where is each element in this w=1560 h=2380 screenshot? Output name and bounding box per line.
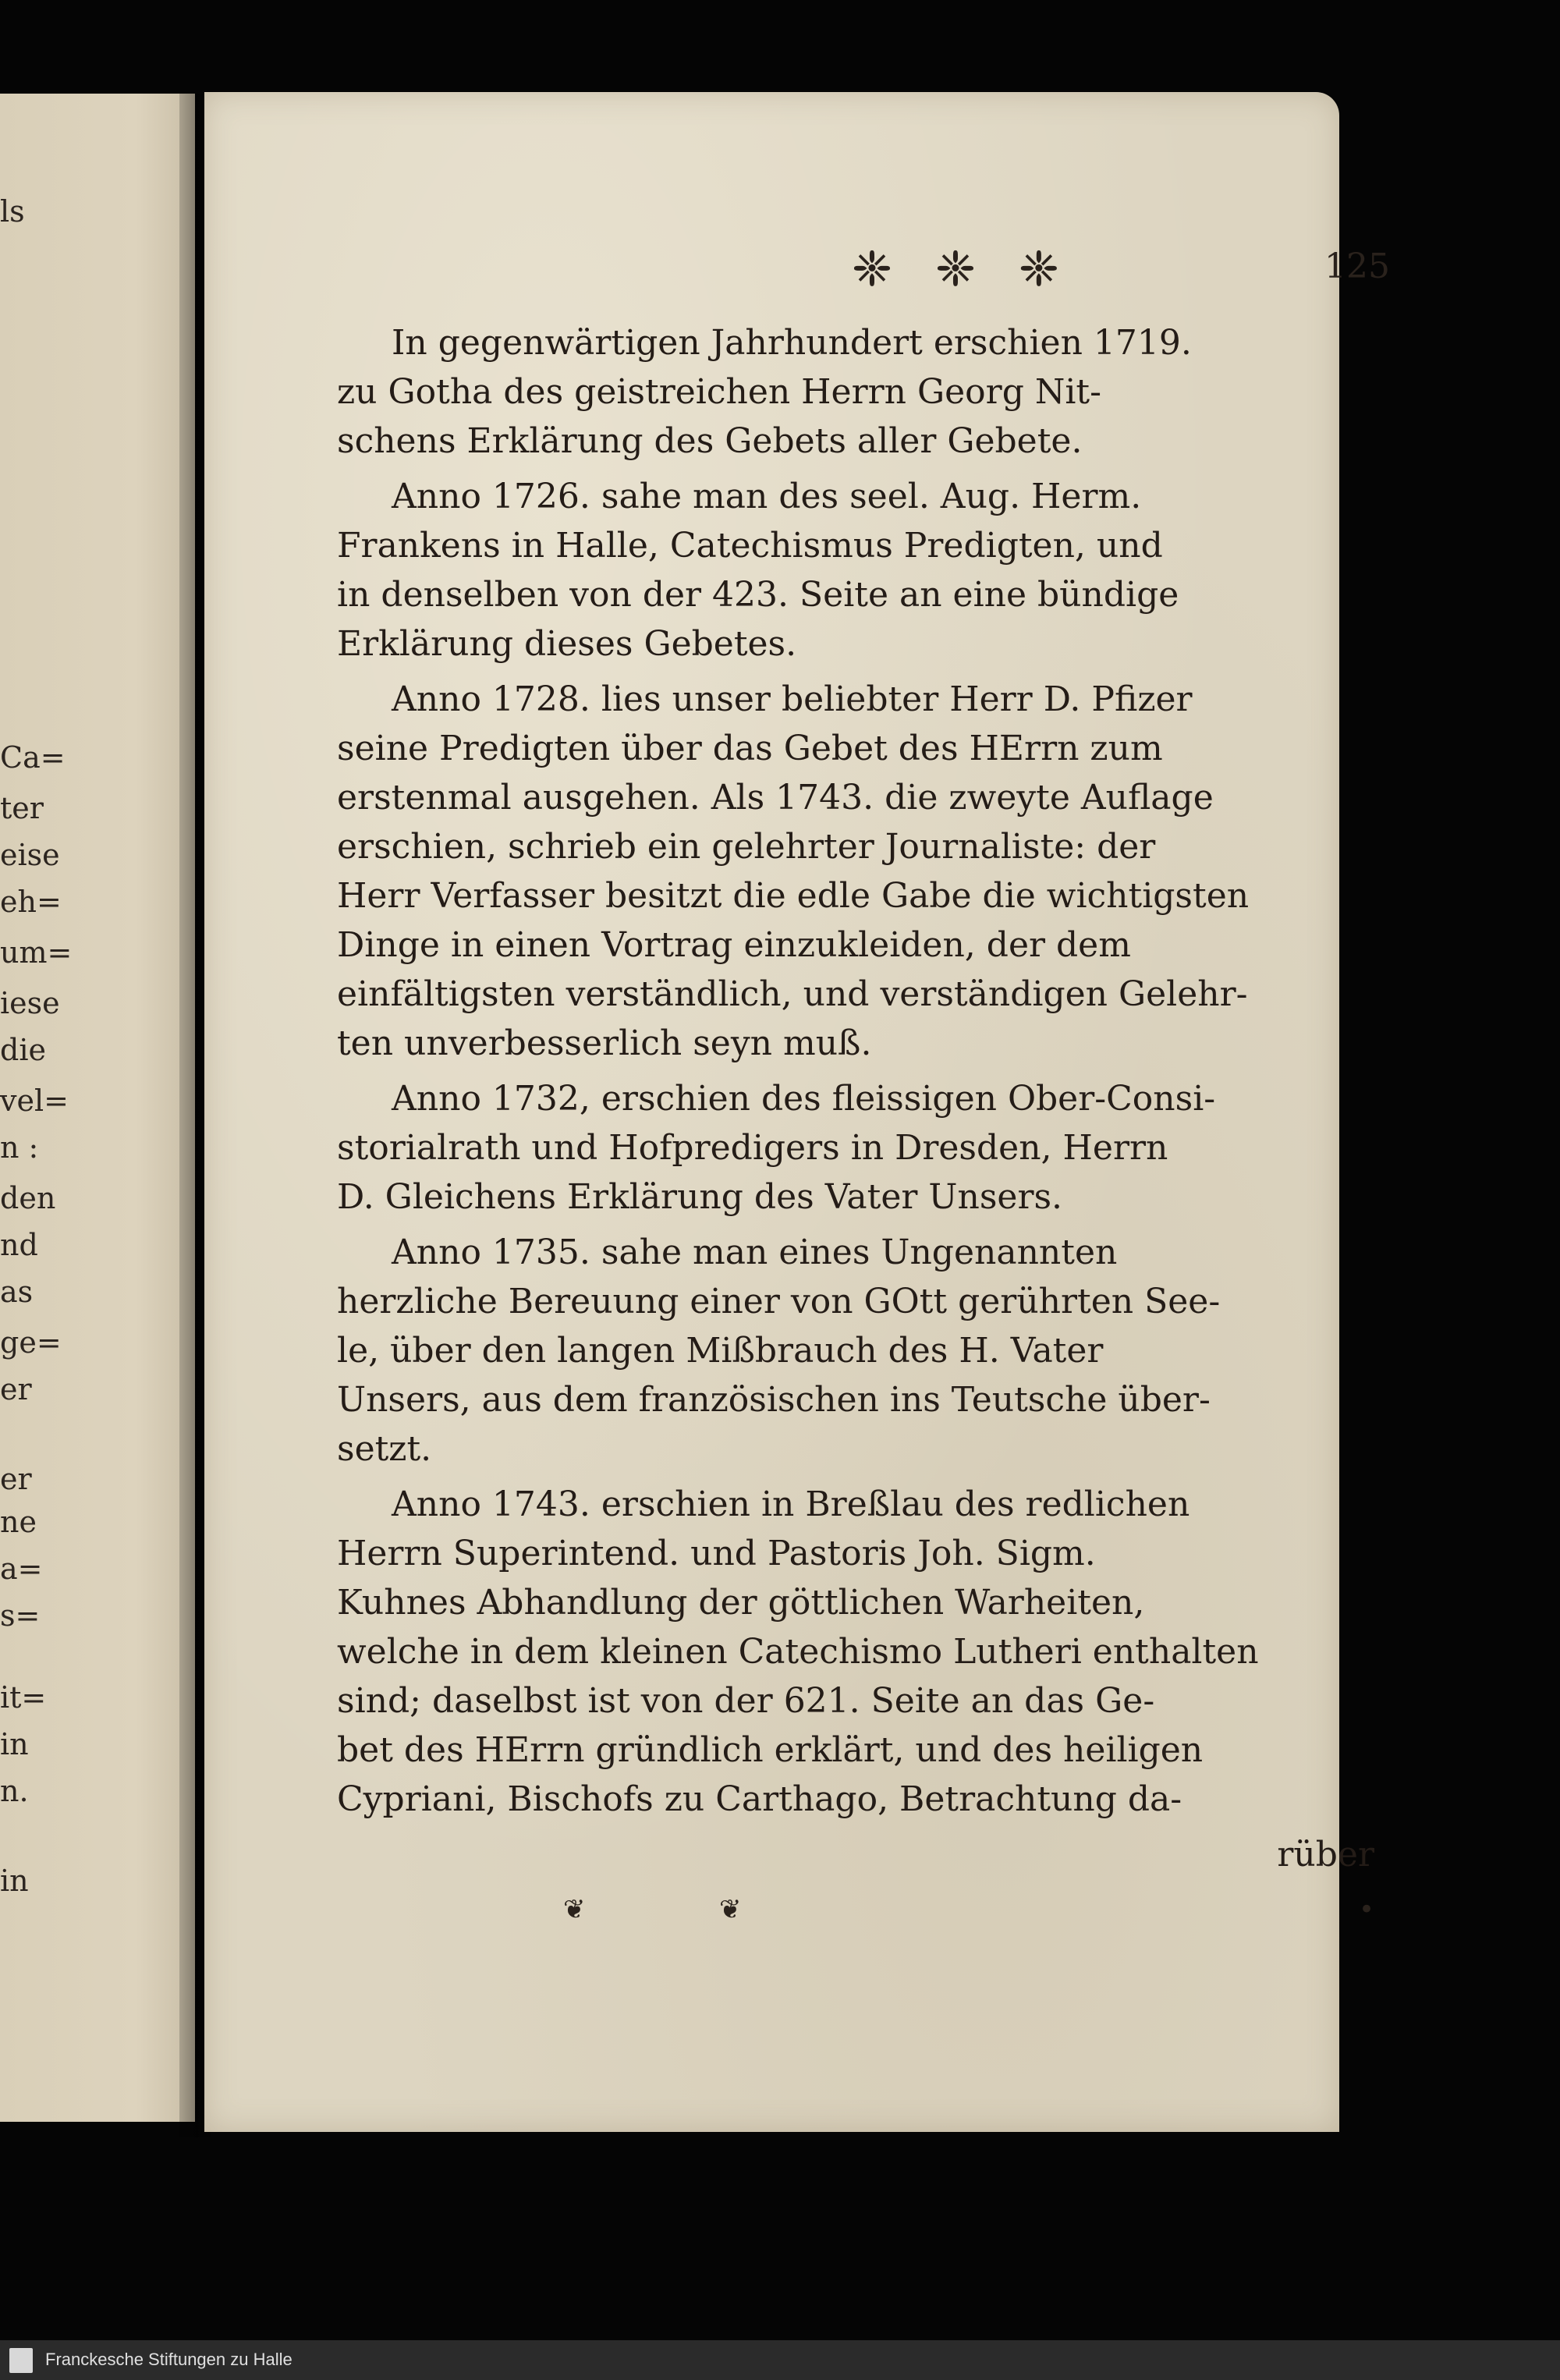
catchword: rüber	[1277, 1835, 1374, 1875]
document-page	[204, 92, 1390, 2132]
left-page-fragment: um=	[0, 935, 73, 970]
text-line: Anno 1735. sahe man eines Ungenannten	[392, 1233, 1118, 1272]
page-number: 125	[1324, 247, 1390, 286]
fleuron-icon: ❦	[563, 1894, 586, 1925]
left-page-fragment: die	[0, 1033, 46, 1067]
institution-logo-icon	[9, 2348, 33, 2373]
paragraph	[337, 318, 1374, 466]
page-header	[337, 240, 1390, 303]
text-line: In gegenwärtigen Jahrhundert erschien 1719.	[392, 323, 1192, 363]
paragraph	[337, 1074, 1374, 1222]
text-line: einfältigsten verständlich, und verständigen Gelehr-	[337, 974, 1248, 1014]
left-page-fragment: nd	[0, 1228, 38, 1262]
text-line: D. Gleichens Erklärung des Vater Unsers.	[337, 1177, 1063, 1217]
left-page-fragment: it=	[0, 1680, 47, 1715]
ornament-icon: ❈	[852, 240, 892, 297]
left-page-edge	[0, 94, 195, 2122]
paragraph	[337, 1228, 1374, 1474]
text-line: welche in dem kleinen Catechismo Lutheri enthalten	[337, 1632, 1259, 1672]
header-ornaments	[852, 240, 1059, 297]
left-page-fragment: eise	[0, 838, 60, 872]
text-line: Herr Verfasser besitzt die edle Gabe die wichtigsten	[337, 876, 1250, 916]
text-line: Herrn Superintend. und Pastoris Joh. Sigm.	[337, 1534, 1096, 1573]
text-line: Dinge in einen Vortrag einzukleiden, der dem	[337, 925, 1131, 965]
left-page-fragment: n.	[0, 1774, 29, 1808]
footer-credit: Franckesche Stiftungen zu Halle	[45, 2350, 292, 2369]
left-page-fragment: iese	[0, 986, 60, 1020]
text-line: Anno 1726. sahe man des seel. Aug. Herm.	[392, 477, 1142, 516]
left-page-fragment: s=	[0, 1598, 41, 1633]
left-page-fragment: er	[0, 1372, 32, 1406]
paragraph	[337, 1480, 1374, 1824]
paragraph	[337, 472, 1374, 669]
left-page-fragment: ne	[0, 1505, 37, 1539]
text-line: setzt.	[337, 1429, 432, 1469]
text-line: zu Gotha des geistreichen Herrn Georg Nit-	[337, 372, 1101, 412]
text-line: Cypriani, Bischofs zu Carthago, Betrachtung da-	[337, 1779, 1182, 1819]
text-line: storialrath und Hofpredigers in Dresden, Herrn	[337, 1128, 1168, 1168]
left-page-fragment: Ca=	[0, 740, 66, 775]
text-line: erschien, schrieb ein gelehrter Journaliste: der	[337, 827, 1156, 867]
left-page-fragment: n :	[0, 1130, 39, 1165]
text-line: seine Predigten über das Gebet des HErrn zum	[337, 729, 1163, 768]
left-page-fragment: as	[0, 1275, 34, 1309]
text-line: Anno 1743. erschien in Breßlau des redlichen	[392, 1484, 1190, 1524]
text-line: erstenmal ausgehen. Als 1743. die zweyte Auflage	[337, 778, 1214, 818]
left-page-fragment: a=	[0, 1552, 43, 1586]
left-page-fragment: in	[0, 1864, 29, 1898]
text-line: Erklärung dieses Gebetes.	[337, 624, 797, 664]
body-text	[337, 318, 1374, 1879]
text-line: herzliche Bereuung einer von GOtt gerührten See-	[337, 1282, 1221, 1321]
left-page-text-fragments	[0, 94, 86, 2122]
text-line: Anno 1728. lies unser beliebter Herr D. Pfizer	[392, 679, 1193, 719]
left-page-fragment: ge=	[0, 1325, 62, 1360]
left-page-fragment: vel=	[0, 1084, 69, 1118]
text-line: in denselben von der 423. Seite an eine bündige	[337, 575, 1179, 615]
text-line: Frankens in Halle, Catechismus Predigten, und	[337, 526, 1163, 566]
left-page-fragment: er	[0, 1462, 32, 1496]
text-line: Unsers, aus dem französischen ins Teutsche über-	[337, 1380, 1211, 1420]
paragraph	[337, 675, 1374, 1068]
text-line: bet des HErrn gründlich erklärt, und des heiligen	[337, 1730, 1204, 1770]
text-line: Kuhnes Abhandlung der göttlichen Warheiten,	[337, 1583, 1145, 1623]
dot-icon: •	[1359, 1894, 1375, 1925]
left-page-fragment: ls	[0, 194, 25, 229]
left-page-fragment: den	[0, 1181, 56, 1215]
footer-bar	[0, 2340, 1560, 2380]
text-line: sind; daselbst ist von der 621. Seite an das Ge-	[337, 1681, 1155, 1721]
ornament-icon: ❈	[934, 240, 976, 297]
text-line: schens Erklärung des Gebets aller Gebete.	[337, 421, 1083, 461]
ornament-icon: ❈	[1018, 240, 1059, 297]
text-line: le, über den langen Mißbrauch des H. Vater	[337, 1331, 1104, 1371]
left-page-fragment: eh=	[0, 885, 62, 919]
left-page-fragment: in	[0, 1727, 29, 1761]
bottom-marks	[563, 1894, 1421, 1941]
fleuron-icon: ❦	[719, 1894, 742, 1925]
left-page-fragment: ter	[0, 791, 44, 825]
text-line: Anno 1732, erschien des fleissigen Ober-Consi-	[392, 1079, 1216, 1119]
text-line: ten unverbesserlich seyn muß.	[337, 1023, 872, 1063]
